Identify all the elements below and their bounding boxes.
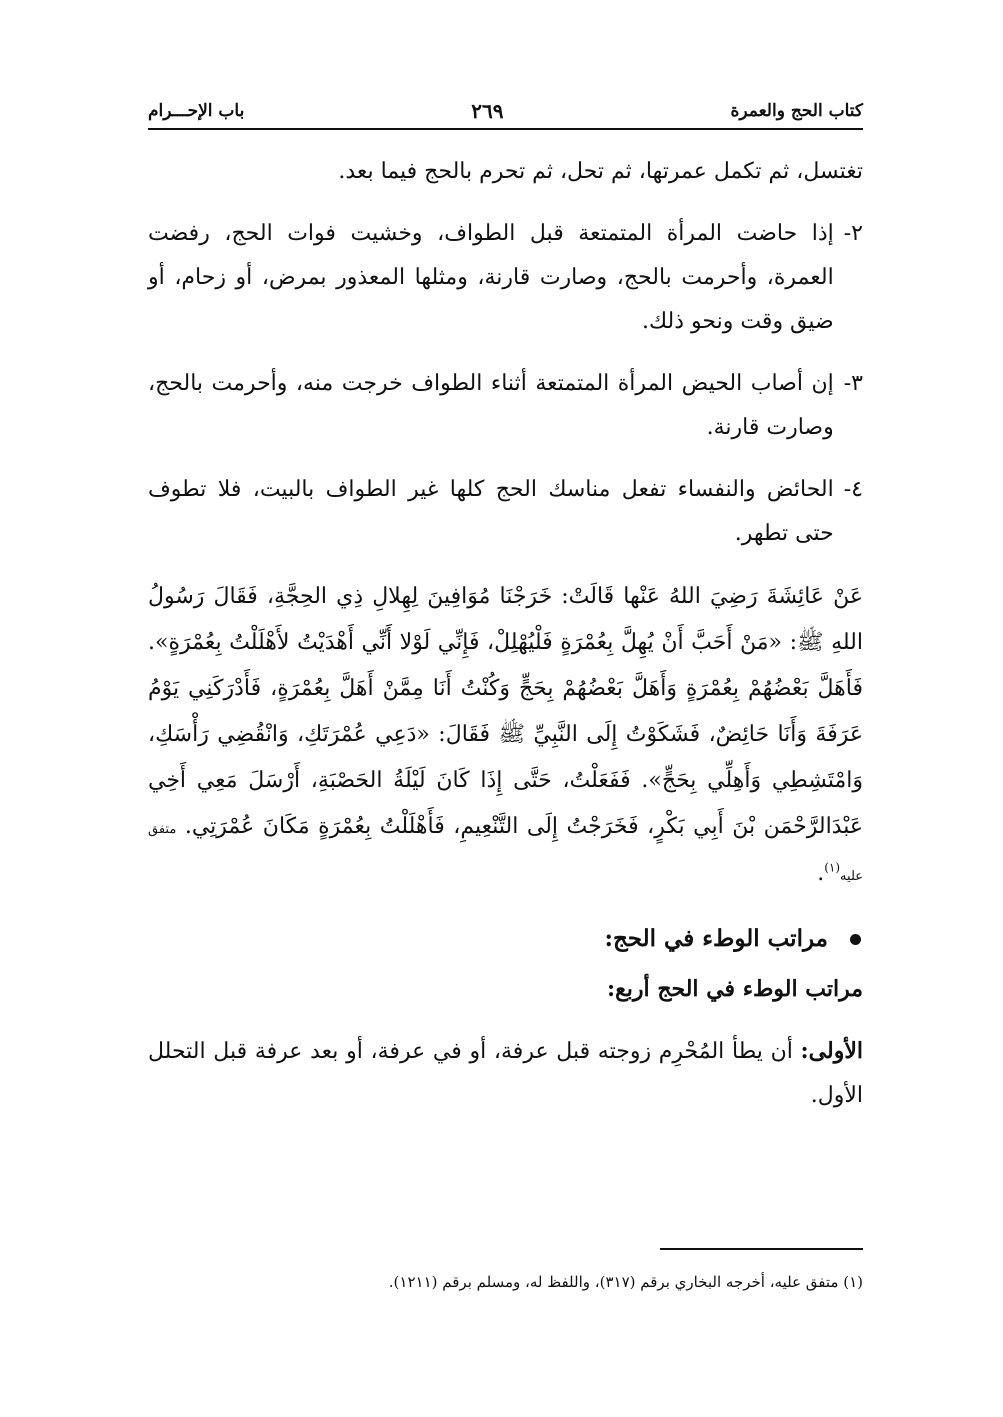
- list-item: [148, 468, 863, 574]
- first-rank-label: الأولى:: [800, 1038, 863, 1064]
- section-heading: [148, 917, 863, 961]
- footnote-divider: [660, 1248, 863, 1250]
- item-text: الحائض والنفساء تفعل مناسك الحج كلها غير الطواف بالبيت، فلا تطوف حتى تطهر.: [148, 477, 834, 546]
- running-header: [148, 94, 863, 130]
- hadith-paragraph: [148, 574, 863, 899]
- item-number: ٢-: [843, 221, 863, 246]
- first-rank-paragraph: [148, 1029, 863, 1118]
- page-number: ٢٦٩: [471, 99, 504, 123]
- list-item: [148, 362, 863, 468]
- bullet-icon: [850, 934, 861, 945]
- chapter-title: باب الإحـــرام: [148, 101, 245, 121]
- intro-line: تغتسل، ثم تكمل عمرتها، ثم تحل، ثم تحرم بالحج فيما بعد.: [338, 159, 863, 184]
- hadith-grading: متفق عليه: [148, 822, 863, 884]
- hadith-text: عَنْ عَائِشَةَ رَضِيَ اللهُ عَنْها قَالَتْ: خَرَجْنَا مُوَافِينَ لِهِلالِ ذِي الحِجَّةِ، فَقَالَ رَسُولُ اللهِ ﷺ: «مَنْ أَحَبَّ أَنْ يُهِلَّ بِعُمْرَةٍ فَلْيُهْلِلْ، فَإِنِّي لَوْلا أَنِّي أَهْدَيْتُ لأَهْلَلْتُ بِعُمْرَةٍ». فَأَهَلَّ بَعْضُهُمْ بِعُمْرَةٍ وَأَهَلَّ بَعْضُهُمْ بِحَجٍّ وَكُنْتُ أَنَا مِمَّنْ أَهَلَّ بِعُمْرَةٍ، فَأَدْرَكَنِي يَوْمُ عَرَفَةَ وَأَنَا حَائِضٌ، فَشَكَوْتُ إِلَى النَّبِيِّ ﷺ فَقَالَ: «دَعِي عُمْرَتَكِ، وَانْقُضِي رَأْسَكِ، وَامْتَشِطِي وَأَهِلِّي بِحَجٍّ». فَفَعَلْتُ، حَتَّى إِذَا كَانَ لَيْلَةُ الحَصْبَةِ، أَرْسَلَ مَعِي أَخِي عَبْدَالرَّحْمَن بْنَ أَبِي بَكْرٍ، فَخَرَجْتُ إِلَى التَّنْعِيمِ، فَأَهْلَلْتُ بِعُمْرَةٍ مَكَانَ عُمْرَتِي.: [148, 584, 864, 839]
- footnote: (١) متفق عليه، أخرجه البخاري برقم (٣١٧)، واللفظ له، ومسلم برقم (١٢١١).: [388, 1273, 863, 1291]
- book-title: كتاب الحج والعمرة: [730, 101, 863, 121]
- list-item: [148, 212, 863, 362]
- item-text: إن أصاب الحيض المرأة المتمتعة أثناء الطواف خرجت منه، وأحرمت بالحج، وصارت قارنة.: [148, 371, 834, 440]
- item-text: إذا حاضت المرأة المتمتعة قبل الطواف، وخشيت فوات الحج، رفضت العمرة، وأحرمت بالحج، وصارت قارنة، ومثلها المعذور بمرض، أو زحام، أو ضيق وقت ونحو ذلك.: [148, 221, 834, 334]
- footnote-marker[interactable]: (١): [824, 860, 841, 875]
- subheading: مراتب الوطء في الحج أربع:: [606, 976, 863, 1002]
- item-number: ٣-: [843, 371, 863, 396]
- first-rank-text: أن يطأ المُحْرِم زوجته قبل عرفة، أو في عرفة، أو بعد عرفة قبل التحلل الأول.: [148, 1039, 863, 1108]
- hadith-end: .: [817, 861, 825, 886]
- section-heading-text: مراتب الوطء في الحج:: [604, 925, 828, 952]
- page-body: [148, 150, 863, 1136]
- item-number: ٤-: [843, 477, 863, 502]
